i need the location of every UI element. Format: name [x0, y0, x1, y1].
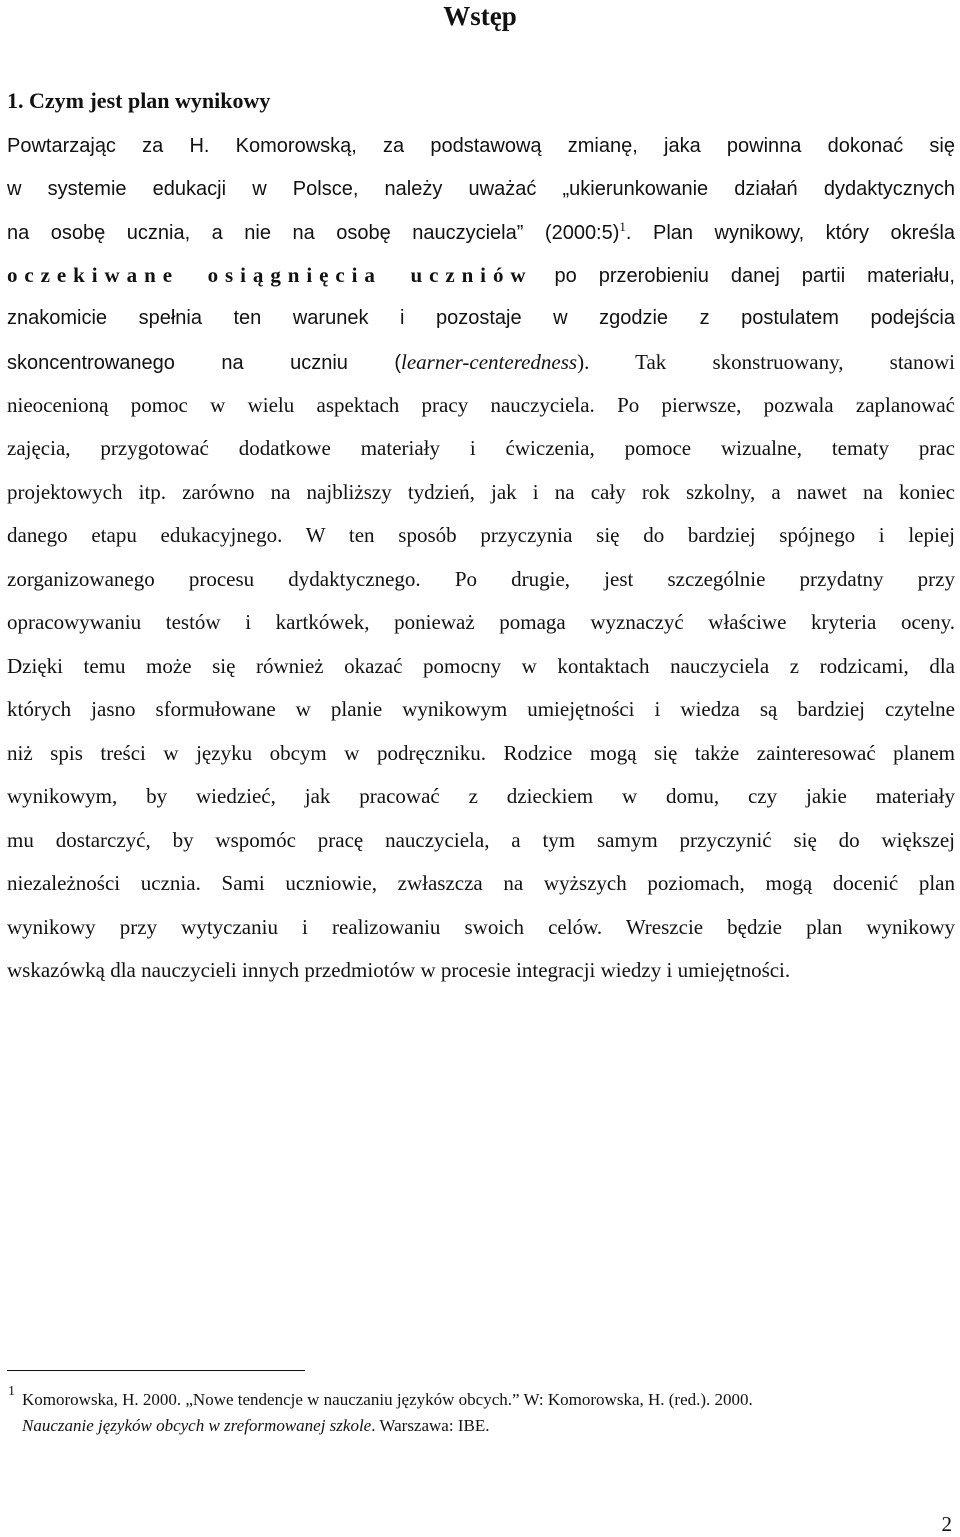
page-title: Wstęp [443, 1, 517, 31]
italic-term: learner-centeredness [401, 350, 578, 374]
body-line: zajęcia, przygotować dodatkowe materiały i ćwiczenia, pomoce wizualne, tematy prac [7, 436, 955, 460]
body-line: których jasno sformułowane w planie wynikowym umiejętności i wiedza są bardziej czytelne [7, 697, 955, 721]
body-line-part: ). Tak skonstruowany, stanowi [577, 350, 955, 374]
body-line: zorganizowanego procesu dydaktycznego. Po drugie, jest szczególnie przydatny przy [7, 567, 955, 591]
body-line: znakomicie spełnia ten warunek i pozostaje w zgodzie z postulatem podejścia [7, 307, 955, 329]
body-line-part: . Plan wynikowy, który określa [625, 222, 955, 244]
emphasized-phrase: oczekiwane osiągnięcia uczniów [7, 263, 533, 287]
body-line [7, 214, 955, 250]
footnote-marker: 1 [8, 1384, 15, 1399]
footnote-book-title: Nauczanie języków obcych w zreformowanej szkole [22, 1416, 372, 1435]
footnote-line: Komorowska, H. 2000. „Nowe tendencje w nauczaniu języków obcych.” W: Komorowska, H. (red.). 2000. [22, 1390, 753, 1409]
body-line: w systemie edukacji w Polsce, należy uważać „ukierunkowanie działań dydaktycznych [7, 178, 955, 200]
body-line: projektowych itp. zarówno na najbliższy tydzień, jak i na cały rok szkolny, a nawet na koniec [7, 480, 955, 504]
body-line-part: po przerobieniu danej partii materiału, [532, 265, 955, 287]
footnote-reference: 1 [619, 219, 626, 234]
body-line: niezależności ucznia. Sami uczniowie, zwłaszcza na wyższych poziomach, mogą docenić plan [7, 871, 955, 895]
body-line: danego etapu edukacyjnego. W ten sposób przyczynia się do bardziej spójnego i lepiej [7, 523, 955, 547]
body-line [7, 344, 955, 380]
body-line: wynikowym, by wiedzieć, jak pracować z dzieckiem w domu, czy jakie materiały [7, 784, 955, 808]
footnote-line [22, 1416, 489, 1436]
footnote-line-rest: . Warszawa: IBE. [371, 1416, 490, 1435]
body-line: mu dostarczyć, by wspomóc pracę nauczyciela, a tym samym przyczynić się do większej [7, 828, 955, 852]
body-line: nieocenioną pomoc w wielu aspektach pracy nauczyciela. Po pierwsze, pozwala zaplanować [7, 393, 955, 417]
body-line: niż spis treści w języku obcym w podręczniku. Rodzice mogą się także zainteresować planem [7, 741, 955, 765]
body-line: Dzięki temu może się również okazać pomocny w kontaktach nauczyciela z rodzicami, dla [7, 654, 955, 678]
page-number: 2 [941, 1512, 952, 1536]
body-line: opracowywaniu testów i kartkówek, ponieważ pomaga wyznaczyć właściwe kryteria oceny. [7, 610, 955, 634]
body-line: Powtarzając za H. Komorowską, za podstawową zmianę, jaka powinna dokonać się [7, 135, 955, 157]
body-line-part: skoncentrowanego na uczniu ( [7, 352, 402, 374]
body-line: wynikowy przy wytyczaniu i realizowaniu swoich celów. Wreszcie będzie plan wynikowy [7, 915, 955, 939]
body-line: wskazówką dla nauczycieli innych przedmiotów w procesie integracji wiedzy i umiejętności. [7, 958, 791, 982]
body-line-part: na osobę ucznia, a nie na osobę nauczyciela” (2000:5) [7, 222, 620, 244]
body-line [7, 257, 955, 293]
section-heading: 1. Czym jest plan wynikowy [7, 88, 271, 113]
footnote-separator [7, 1370, 305, 1371]
